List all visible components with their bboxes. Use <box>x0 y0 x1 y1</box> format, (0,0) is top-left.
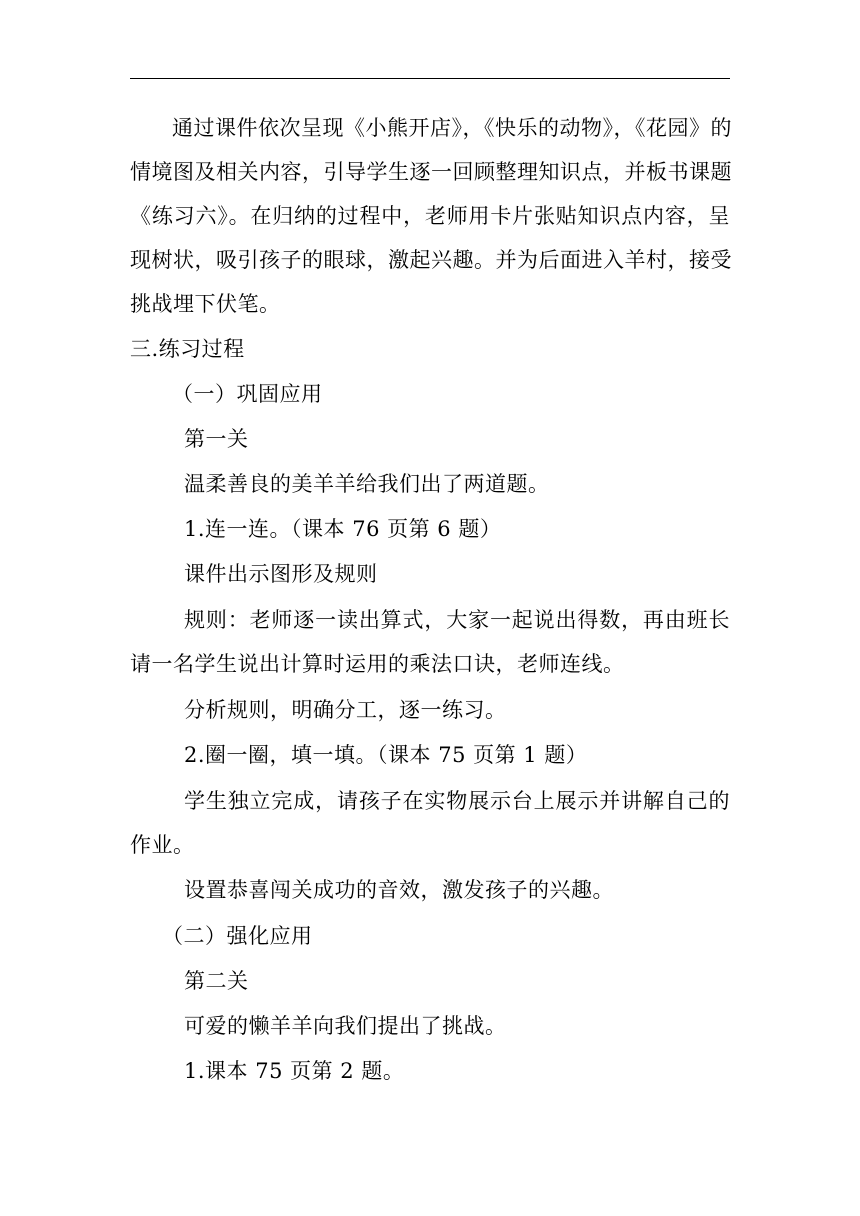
paragraph-line: 分析规则，明确分工，逐一练习。 <box>184 698 507 722</box>
paragraph-line: 请一名学生说出计算时运用的乘法口诀，老师连线。 <box>130 652 625 676</box>
paragraph-line: 温柔善良的美羊羊给我们出了两道题。 <box>184 472 550 496</box>
subsection-heading: （一）巩固应用 <box>172 382 323 406</box>
paragraph-line: 作业。 <box>130 833 195 857</box>
subsection-heading: （二）强化应用 <box>162 924 313 948</box>
paragraph-line: 现树状，吸引孩子的眼球，激起兴趣。并为后面进入羊村，接受 <box>130 248 732 272</box>
paragraph-line: 可爱的懒羊羊向我们提出了挑战。 <box>184 1014 507 1038</box>
header-rule <box>130 78 730 79</box>
level-title: 第一关 <box>184 427 249 451</box>
section-heading: 三.练习过程 <box>130 337 245 361</box>
exercise-item: 1.课本 75 页第 2 题。 <box>184 1059 405 1083</box>
exercise-item: 1.连一连。（课本 76 页第 6 题） <box>184 517 502 541</box>
paragraph-line: 挑战埋下伏笔。 <box>130 292 281 316</box>
paragraph-line: 《练习六》。在归纳的过程中，老师用卡片张贴知识点内容，呈 <box>130 204 730 228</box>
paragraph-line: 情境图及相关内容，引导学生逐一回顾整理知识点，并板书课题 <box>130 160 732 184</box>
paragraph-line: 学生独立完成，请孩子在实物展示台上展示并讲解自己的 <box>184 789 730 813</box>
exercise-item: 2.圈一圈，填一填。（课本 75 页第 1 题） <box>184 743 588 767</box>
paragraph-line: 设置恭喜闯关成功的音效，激发孩子的兴趣。 <box>184 878 614 902</box>
level-title: 第二关 <box>184 969 249 993</box>
paragraph-line: 课件出示图形及规则 <box>184 562 378 586</box>
paragraph-line: 通过课件依次呈现《小熊开店》，《快乐的动物》，《花园》的 <box>172 116 732 140</box>
paragraph-line: 规则：老师逐一读出算式，大家一起说出得数，再由班长 <box>184 608 730 632</box>
